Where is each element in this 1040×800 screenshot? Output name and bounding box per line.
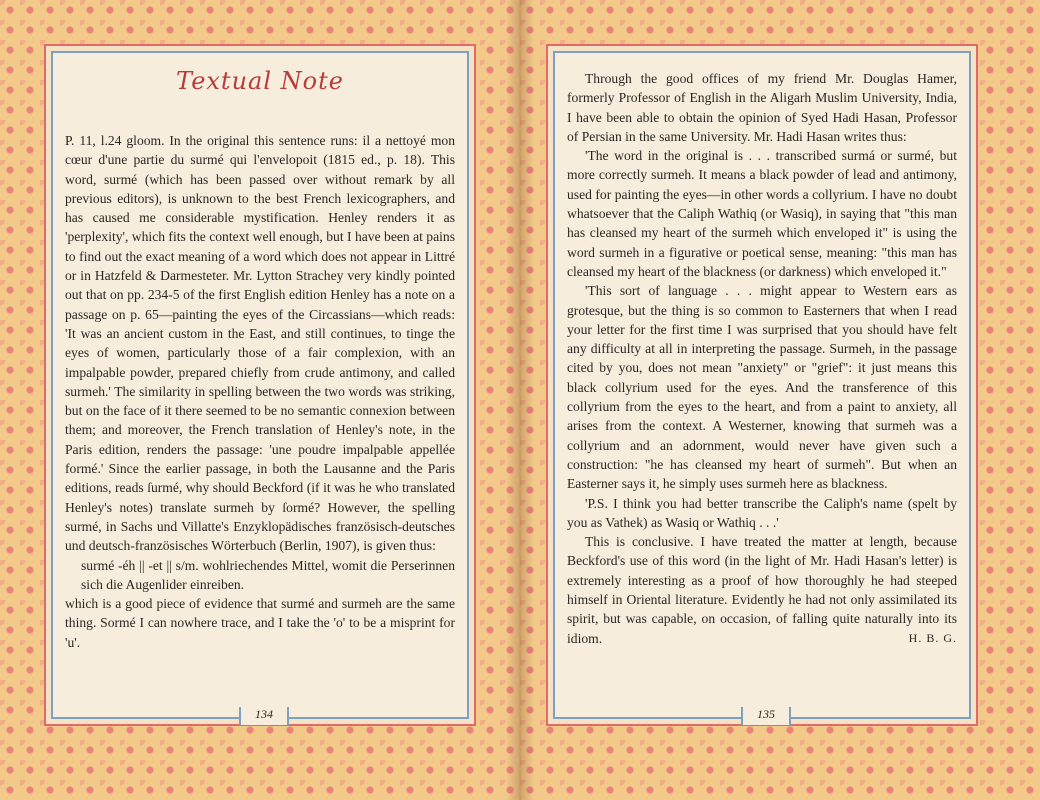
page-number: 135	[741, 707, 791, 725]
conclusion-paragraph	[567, 532, 957, 648]
page-title: Textual Note	[176, 67, 344, 95]
left-page-text-panel	[51, 51, 469, 719]
textual-note-conclusion: which is a good piece of evidence that surmé and surmeh are the same thing. Sormé I can nowhere trace, and I take the 'o' to be a misprint for 'u'.	[65, 596, 455, 650]
right-page-body	[567, 69, 957, 648]
dictionary-quote: surmé -éh || -et || s/m. wohlriechendes Mittel, womit die Perserinnen sich die Augenlider einreiben.	[81, 557, 455, 592]
intro-paragraph: Through the good offices of my friend Mr. Douglas Hamer, formerly Professor of English in the Aligarh Muslim University, India, I have been able to obtain the opinion of Syed Hadi Hasan, Professor of Persian in the same University. Mr. Hadi Hasan writes thus:	[567, 71, 957, 144]
left-page-frame	[44, 44, 476, 726]
postscript-paragraph: 'P.S. I think you had better transcribe the Caliph's name (spelt by you as Vathek) as Wasiq or Wathiq . . .'	[567, 495, 957, 530]
conclusion-text: This is conclusive. I have treated the matter at length, because Beckford's use of this word (in the light of Mr. Hadi Hasan's letter) is extremely interesting as a proof of how thoroughly he had steeped himself in Oriental literature. Evidently he had not only assimilated its spirit, but was capable, on occasion, of falling quite naturally into its idiom.	[567, 534, 957, 646]
page-number: 134	[239, 707, 289, 725]
right-page-frame	[546, 44, 978, 726]
signature: H. B. G.	[908, 630, 957, 645]
letter-quote-paragraph: 'The word in the original is . . . transcribed surmá or surmé, but more correctly surmeh. It means a black powder of lead and antimony, used for painting the eyes—in other words a collyrium. I have no doubt whatsoever that the Caliph Wathiq (or Wasiq), in saying that "this man has cleansed my heart of the surmeh which enveloped it" is using the word surmeh in a figurative or poetical sense, meaning: "this man has cleansed my heart of the blackness (or darkness) which enveloped it."	[567, 148, 957, 279]
right-page-text-panel	[553, 51, 971, 719]
left-page-body	[65, 131, 455, 652]
textual-note-paragraph: P. 11, l.24 gloom. In the original this sentence runs: il a nettoyé mon cœur d'une partie du surmé qui l'envelopoit (1815 ed., p. 18). This word, surmé (which has been passed over without remark by all previous editors), is unknown to the best French lexicographers, and has caused me considerable mystification. Henley renders it as 'perplexity', which fits the context well enough, but I have been at pains to find out the exact meaning of a word which does not appear in Littré or in Hatzfeld & Darmesteter. Mr. Lytton Strachey very kindly pointed out that on pp. 234-5 of the first English edition Henley has a note on a passage on p. 65—painting the eyes of the Circassians—which reads: 'It was an ancient custom in the East, and still continues, to tinge the eyes of women, particularly those of a fair complexion, with an impalpable powder, prepared chiefly from crude antimony, and called surmeh.' The similarity in spelling between the two words was striking, but on the face of it there seemed to be no semantic connexion between them; and moreover, the French translation of Henley's note, in the Paris edition, renders the passage: 'une poudre impalpable appellée formé.' Since the earlier passage, in both the Lausanne and the Paris editions, reads ſurmé, why should Beckford (if it was he who translated Henley's notes) translate surmeh by ſormé? However, the spelling surmé, in Sachs und Villatte's Enzyklopädisches französisch-deutsches und deutsch-französisches Wörterbuch (Berlin, 1907), is given thus:	[65, 133, 455, 554]
book-gutter	[506, 0, 534, 800]
letter-quote-paragraph-2: 'This sort of language . . . might appear to Western ears as grotesque, but the thing is so common to Easterners that when I read your letter for the first time I was surprised that you should have felt any difficulty at all in interpreting the passage. Surmeh, in the passage cited by you, does not mean "anxiety" or "grief": it just means this black collyrium used for the eyes. And the transference of this collyrium from the eyes to the heart, and from a paint to anxiety, all arises from the context. A Westerner, knowing that surmeh was a collyrium and an adornment, would never have given such a construction: "he has cleansed my heart of surmeh". But when an Easterner says it, he simply uses surmeh here as blackness.	[567, 283, 957, 492]
